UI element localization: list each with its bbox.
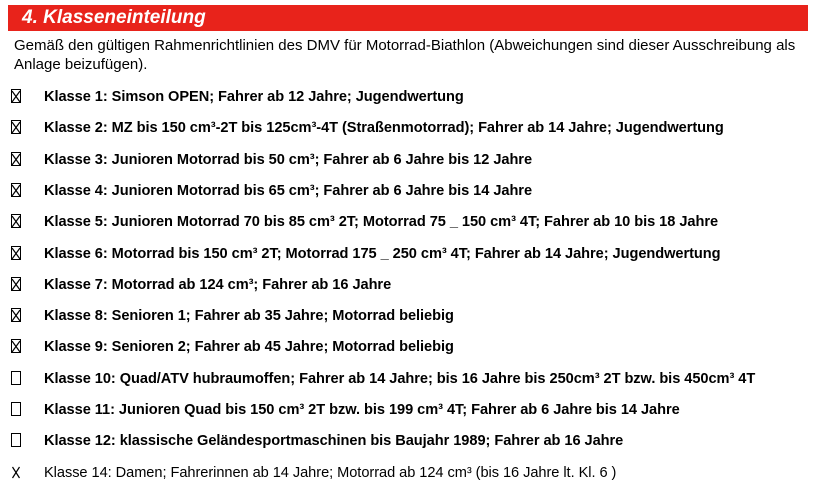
x-mark-icon <box>10 464 23 481</box>
class-row <box>0 336 814 358</box>
class-row <box>0 117 814 139</box>
crossed-checkbox-icon <box>10 276 23 293</box>
unchecked-box-icon <box>10 401 23 418</box>
class-label: Klasse 8: Senioren 1; Fahrer ab 35 Jahre; Motorrad beliebig <box>44 308 454 325</box>
class-row <box>0 462 814 484</box>
class-label: Klasse 1: Simson OPEN; Fahrer ab 12 Jahre; Jugendwertung <box>44 89 464 105</box>
crossed-checkbox-icon <box>10 119 23 136</box>
class-row <box>0 86 814 108</box>
class-label: Klasse 14: Damen; Fahrerinnen ab 14 Jahre; Motorrad ab 124 cm³ (bis 16 Jahre lt. Kl. 6 ) <box>44 464 617 481</box>
class-label: Klasse 2: MZ bis 150 cm³-2T bis 125cm³-4T (Straßenmotorrad); Fahrer ab 14 Jahre; Jugendwertung <box>44 120 724 137</box>
section-header <box>8 5 808 31</box>
class-label: Klasse 4: Junioren Motorrad bis 65 cm³; Fahrer ab 6 Jahre bis 14 Jahre <box>44 182 533 199</box>
class-row <box>0 399 814 421</box>
crossed-checkbox-icon <box>10 245 23 262</box>
class-label: Klasse 5: Junioren Motorrad 70 bis 85 cm³ 2T; Motorrad 75 _ 150 cm³ 4T; Fahrer ab 10 bis 18 Jahre <box>44 214 719 231</box>
crossed-checkbox-icon <box>10 213 23 230</box>
class-label: Klasse 11: Junioren Quad bis 150 cm³ 2T bzw. bis 199 cm³ 4T; Fahrer ab 6 Jahre bis 14 Jahre <box>44 402 680 418</box>
crossed-checkbox-icon <box>10 182 23 199</box>
unchecked-box-icon <box>10 432 23 449</box>
class-row <box>0 211 814 233</box>
class-label: Klasse 9: Senioren 2; Fahrer ab 45 Jahre; Motorrad beliebig <box>44 339 454 356</box>
class-row <box>0 430 814 452</box>
crossed-checkbox-icon <box>10 338 23 355</box>
crossed-checkbox-icon <box>10 88 23 105</box>
class-label: Klasse 10: Quad/ATV hubraumoffen; Fahrer ab 14 Jahre; bis 16 Jahre bis 250cm³ 2T bzw. bis 450cm³ 4T <box>44 370 756 387</box>
class-row <box>0 305 814 327</box>
class-row <box>0 243 814 265</box>
section-title: 4. Klasseneinteilung <box>22 7 206 28</box>
crossed-checkbox-icon <box>10 307 23 324</box>
class-row <box>0 274 814 296</box>
class-row <box>0 149 814 171</box>
class-row <box>0 368 814 390</box>
class-label: Klasse 12: klassische Geländesportmaschinen bis Baujahr 1989; Fahrer ab 16 Jahre <box>44 433 624 450</box>
class-label: Klasse 6: Motorrad bis 150 cm³ 2T; Motorrad 175 _ 250 cm³ 4T; Fahrer ab 14 Jahre; Jugendwertung <box>44 245 721 262</box>
class-row <box>0 180 814 202</box>
crossed-checkbox-icon <box>10 151 23 168</box>
unchecked-box-icon <box>10 370 23 387</box>
class-label: Klasse 7: Motorrad ab 124 cm³; Fahrer ab 16 Jahre <box>44 276 392 293</box>
intro-paragraph: Gemäß den gültigen Rahmenrichtlinien des DMV für Motorrad-Biathlon (Abweichungen sind dieser Ausschreibung als Anlage beizufügen). <box>14 37 796 73</box>
class-label: Klasse 3: Junioren Motorrad bis 50 cm³; Fahrer ab 6 Jahre bis 12 Jahre <box>44 151 533 168</box>
